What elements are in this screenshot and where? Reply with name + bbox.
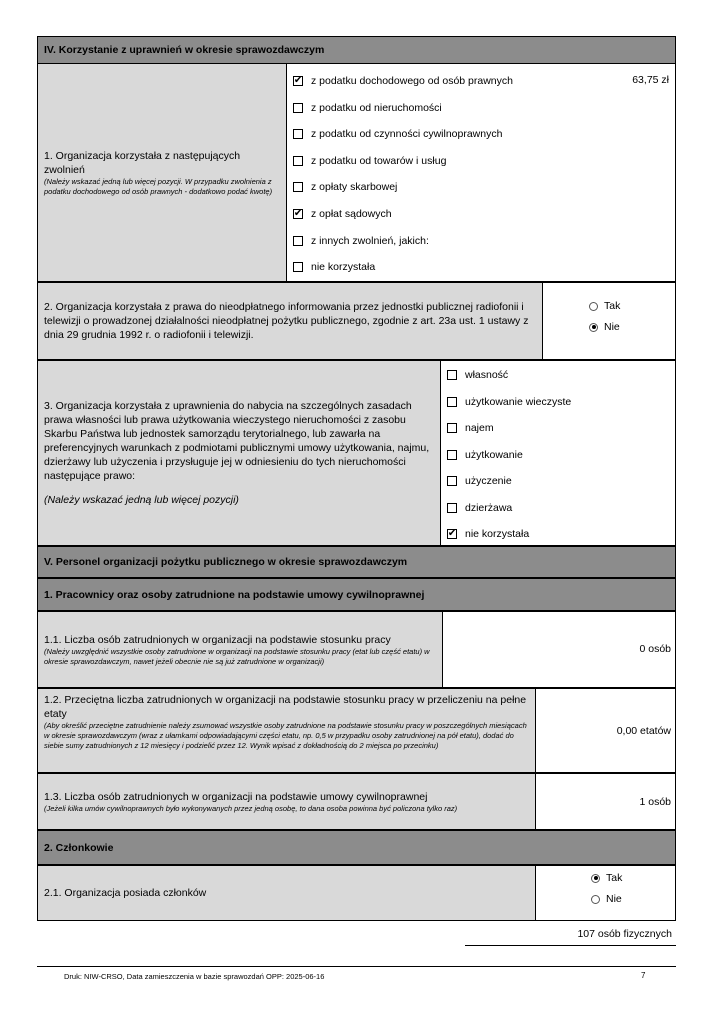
r13-label-cell [37,773,536,830]
checkbox-unchecked-icon[interactable] [293,182,303,192]
checkbox-option[interactable] [447,528,529,540]
checkbox-option[interactable] [293,155,446,167]
r21-label: 2.1. Organizacja posiada członków [44,887,207,899]
q3-note: (Należy wskazać jedną lub więcej pozycji) [44,494,239,506]
r13-note: (Jeżeli kilka umów cywilnoprawnych było wykonywanych przez jedną osobę, to dana osoba powinna być policzona tylko raz) [44,803,458,813]
radio-label: Tak [606,872,623,884]
q3-label: 3. Organizacja korzystała z uprawnienia do nabycia na szczególnych zasadach prawa własności lub prawa użytkowania wieczystego nieruchomości z zasobu Skarbu Państwa lub jednostek samorządu terytorialnego, lub zawarła na preferencyjnych warunkach z podmiotami publicznymi umowy użytkowania, najmu, dzierżawy lub użyczenia i przysługuje jej w odniesieniu do tych nieruchomości następujące prawo: [44,400,430,482]
checkbox-option[interactable] [447,449,523,461]
r13-value-cell [535,773,676,830]
radio-unselected-icon[interactable] [589,302,598,311]
checkbox-label: z podatku od czynności cywilnoprawnych [311,128,503,141]
radio-option[interactable] [591,893,622,905]
checkbox-label: nie korzystała [465,528,530,540]
q2-options-cell [542,282,676,360]
r11-value: 0 osób [639,643,671,655]
subsection-1-title: 1. Pracownicy oraz osoby zatrudnione na podstawie umowy cywilnoprawnej [44,588,425,601]
subsection-2-title: 2. Członkowie [44,841,114,854]
r12-label: 1.2. Przeciętna liczba zatrudnionych w organizacji na podstawie stosunku pracy w przeliczeniu na pełne etaty [44,694,527,720]
checkbox-unchecked-icon[interactable] [293,103,303,113]
checkbox-unchecked-icon[interactable] [293,262,303,272]
checkbox-label: użytkowanie wieczyste [465,395,572,408]
q3-options-cell [440,360,676,546]
checkbox-unchecked-icon[interactable] [447,476,457,486]
r11-note: (Należy uwzględnić wszystkie osoby zatrudnione w organizacji na podstawie stosunku pracy (etat lub część etatu) w okresie sprawozdawczym, nawet jeżeli obecnie nie są już zatrudnione w organizacji) [44,646,430,666]
checkbox-label: użytkowanie [465,448,523,461]
subsection-1-header [37,578,676,611]
q1-label-cell [37,63,287,282]
r12-label-cell [37,688,536,773]
checkbox-option[interactable] [293,208,392,220]
r13-value: 1 osób [639,796,671,808]
radio-option[interactable] [591,872,622,884]
page-number: 7 [641,971,646,980]
radio-label: Nie [604,321,620,333]
checkbox-option[interactable] [293,102,442,114]
checkbox-label: własność [465,369,509,381]
checkbox-checked-icon[interactable]: ✔ [293,75,303,86]
q1-amount: 63,75 zł [632,74,669,86]
checkbox-label: z innych zwolnień, jakich: [311,234,429,247]
q1-label: 1. Organizacja korzystała z następujących zwolnień [44,149,241,176]
r12-value-cell [535,688,676,773]
checkbox-label: z podatku dochodowego od osób prawnych [311,75,513,87]
checkbox-unchecked-icon[interactable] [447,397,457,407]
checkbox-option[interactable] [447,396,571,408]
footer-rule [37,966,676,967]
section-5-title: V. Personel organizacji pożytku publicznego w okresie sprawozdawczym [44,556,408,568]
checkbox-label: najem [465,422,494,434]
footer-text: Druk: NIW-CRSO, Data zamieszczenia w bazie sprawozdań OPP: 2025-06-16 [64,972,325,981]
checkbox-option[interactable] [447,502,512,514]
checkbox-unchecked-icon[interactable] [447,450,457,460]
radio-label: Tak [604,300,621,312]
r11-value-cell [442,611,676,688]
checkbox-unchecked-icon[interactable] [447,423,457,433]
r11-label-cell [37,611,443,688]
checkbox-unchecked-icon[interactable] [293,236,303,246]
r11-label: 1.1. Liczba osób zatrudnionych w organizacji na podstawie stosunku pracy [44,633,391,646]
r13-label: 1.3. Liczba osób zatrudnionych w organizacji na podstawie umowy cywilnoprawnej [44,790,428,803]
checkbox-unchecked-icon[interactable] [447,503,457,513]
section-4-title: IV. Korzystanie z uprawnień w okresie sprawozdawczym [44,44,325,56]
q1-note: (Należy wskazać jedną lub więcej pozycji. W przypadku zwolnienia z podatku dochodowego od osób prawnych - dodatkowo podać kwotę) [44,176,273,196]
checkbox-unchecked-icon[interactable] [293,156,303,166]
subsection-2-header [37,830,676,865]
r21-options-cell [535,865,676,921]
members-count-cell [465,921,676,946]
checkbox-label: nie korzystała [311,261,376,274]
section-5-header [37,546,676,578]
radio-unselected-icon[interactable] [591,895,600,904]
checkbox-option[interactable] [293,181,397,193]
checkbox-label: z opłat sądowych [311,208,392,220]
checkbox-label: użyczenie [465,475,512,487]
checkbox-label: z opłaty skarbowej [311,181,398,194]
radio-selected-icon[interactable] [591,874,600,883]
checkbox-unchecked-icon[interactable] [293,129,303,139]
checkbox-option[interactable] [293,128,502,140]
checkbox-label: z podatku od nieruchomości [311,101,442,114]
r21-label-cell [37,865,536,921]
radio-option[interactable] [589,321,620,333]
radio-label: Nie [606,893,622,905]
q3-label-cell [37,360,441,546]
checkbox-option[interactable] [293,261,375,273]
section-4-header [37,36,676,64]
checkbox-label: z podatku od towarów i usług [311,154,447,167]
members-count: 107 osób fizycznych [577,928,672,940]
checkbox-option[interactable] [447,475,512,487]
checkbox-option[interactable] [293,235,429,247]
radio-option[interactable] [589,300,620,312]
checkbox-unchecked-icon[interactable] [447,370,457,380]
checkbox-checked-icon[interactable]: ✔ [447,528,457,539]
radio-selected-icon[interactable] [589,323,598,332]
r12-note: (Aby określić przeciętne zatrudnienie należy zsumować wszystkie osoby zatrudnione na podstawie stosunku pracy w poszczególnych miesiącach w okresie sprawozdawczym (wraz z ułamkami odpowiadającymi części etatu, np. 0,5 w przypadku osoby zatrudnionej na pół etatu), dodać do siebie sumy zatrudnionych z 12 miesięcy i podzielić przez 12. Wynik wpisać z dokładnością do 2 miejsca po przecinku) [44,721,527,750]
q2-label: 2. Organizacja korzystała z prawa do nieodpłatnego informowania przez jednostki publicznej radiofonii i telewizji o prowadzonej działalności nieodpłatnej pożytku publicznego, zgodnie z art. 23a ust. 1 ustawy z dnia 29 grudnia 1992 r. o radiofonii i telewizji. [44,301,529,341]
q1-options-cell [286,63,676,282]
checkbox-checked-icon[interactable]: ✔ [293,208,303,219]
q2-label-cell [37,282,543,360]
checkbox-option[interactable] [447,422,494,434]
checkbox-label: dzierżawa [465,501,513,514]
r12-value: 0,00 etatów [616,725,671,737]
checkbox-option[interactable] [293,75,513,87]
checkbox-option[interactable] [447,369,508,381]
